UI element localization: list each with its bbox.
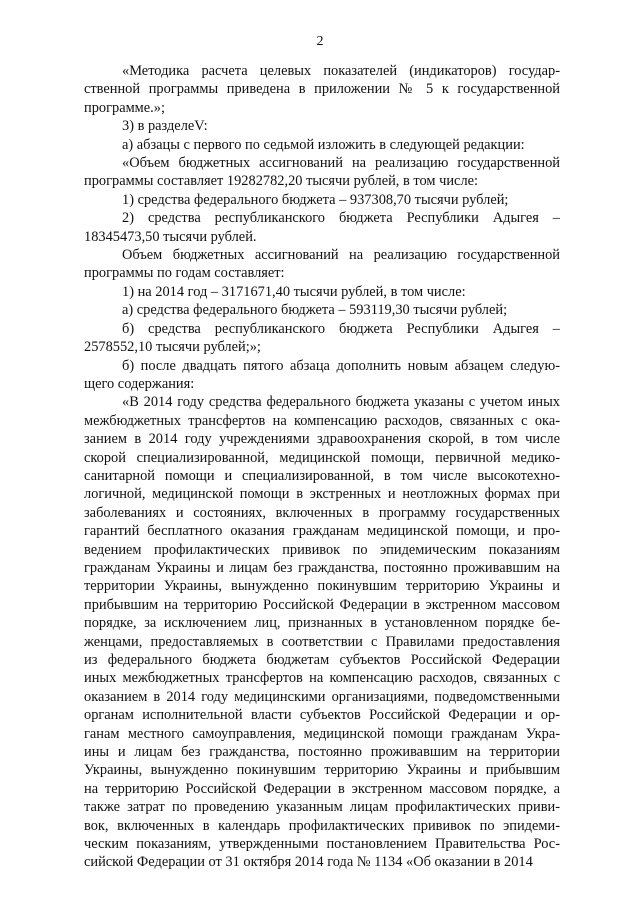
text-line: ины и лицам без гражданства, постоянно проживавшим на территории [84,744,560,761]
text-line: из федерального бюджета бюджетам субъектов Российской Федерации [84,652,560,668]
text-line: на территорию Российской Федерации в экстренном массовом порядке, а [84,780,560,797]
text-line: прибывшим на территорию Российской Федерации в экстренном массовом [84,596,560,613]
document-body [84,62,560,872]
text-line: а) средства федерального бюджета – 593119,30 тысячи рублей; [122,302,508,319]
paragraph [84,320,560,357]
paragraph [84,393,560,872]
paragraph [84,136,560,154]
text-line: 18345473,50 тысячи рублей. [84,228,257,245]
paragraph [84,246,560,283]
text-line: оказанием в 2014 году медицинскими организациями, подведомственными [84,688,560,705]
text-line: «Методика расчета целевых показателей (индикаторов) государ- [122,63,560,79]
text-line: скорой специализированной, медицинской помощи, первичной медико- [84,449,560,466]
paragraph [84,191,560,209]
text-line: б) средства республиканского бюджета Республики Адыгея – [122,320,560,337]
text-line: иных межбюджетных трансфертов на компенсацию расходов, связанных с [84,670,560,687]
text-line: 2) средства республиканского бюджета Республики Адыгея – [122,210,560,227]
text-line: женцами, предоставляемых в соответствии с Правилами предоставления [84,633,560,650]
paragraph [84,209,560,246]
text-line: ственной программы приведена в приложении № 5 к государственной [84,81,560,98]
paragraph [84,283,560,301]
text-line: территории Украины, вынужденно покинувшим территорию Украины и [84,578,560,595]
text-line: «Объем бюджетных ассигнований на реализацию государственной [122,155,560,172]
text-line: щего содержания: [84,375,195,392]
paragraph [84,154,560,191]
text-line: ганам местного самоуправления, медицинской помощи гражданам Укра- [84,725,560,742]
text-line: порядке, за исключением лиц, признанных в установленном порядке бе- [84,615,560,632]
text-line: программы составляет 19282782,20 тысячи рублей, в том числе: [84,173,479,190]
text-line: гражданам Украины и лицам без гражданства, постоянно проживавшим на [84,559,560,576]
text-line: 1) на 2014 год – 3171671,40 тысячи рублей, в том числе: [122,283,466,300]
text-line: Объем бюджетных ассигнований на реализацию государственной [122,247,560,264]
text-line: 1) средства федерального бюджета – 937308,70 тысячи рублей; [122,191,509,208]
text-line: программы по годам составляет: [84,265,285,282]
paragraph [84,62,560,117]
text-line: занием в 2014 году учреждениями здравоохранения скорой, в том числе [84,431,560,448]
text-line: логичной, медицинской помощи в экстренных и неотложных формах при [84,486,560,503]
text-line: гарантий бесплатного оказания гражданам медицинской помощи, и про- [84,523,560,540]
text-line: ческим показаниям, утвержденными постановлением Правительства Рос- [84,836,560,853]
text-line: б) после двадцать пятого абзаца дополнить новым абзацем следую- [122,357,560,374]
paragraph [84,357,560,394]
text-line: санитарной помощи и специализированной, в том числе высокотехно- [84,467,560,484]
paragraph [84,117,560,135]
text-line: вок, включенных в календарь профилактических прививок по эпидеми- [84,817,560,834]
text-line: «В 2014 году средства федерального бюджета указаны с учетом иных [122,394,560,411]
text-line: заболеваниях и состояниях, включенных в программу государственных [84,504,560,521]
text-line: 3) в разделеV: [122,118,208,135]
text-line: ведением профилактических прививок по эпидемическим показаниям [84,541,560,558]
text-line: сийской Федерации от 31 октября 2014 года № 1134 «Об оказании в 2014 [84,854,533,871]
text-line: программе.»; [84,99,165,116]
text-line: а) абзацы с первого по седьмой изложить в следующей редакции: [122,136,525,153]
text-line: органам исполнительной власти субъектов Российской Федерации и ор- [84,707,560,724]
text-line: 2578552,10 тысячи рублей;»; [84,339,261,356]
text-line: также затрат по проведению указанным лицам профилактических приви- [84,799,560,816]
text-line: Украины, вынужденно покинувшим территорию Украины и прибывшим [84,762,560,779]
paragraph [84,301,560,319]
text-line: межбюджетных трансфертов на компенсацию расходов, связанных с ока- [84,412,560,429]
page-number: 2 [316,34,324,49]
